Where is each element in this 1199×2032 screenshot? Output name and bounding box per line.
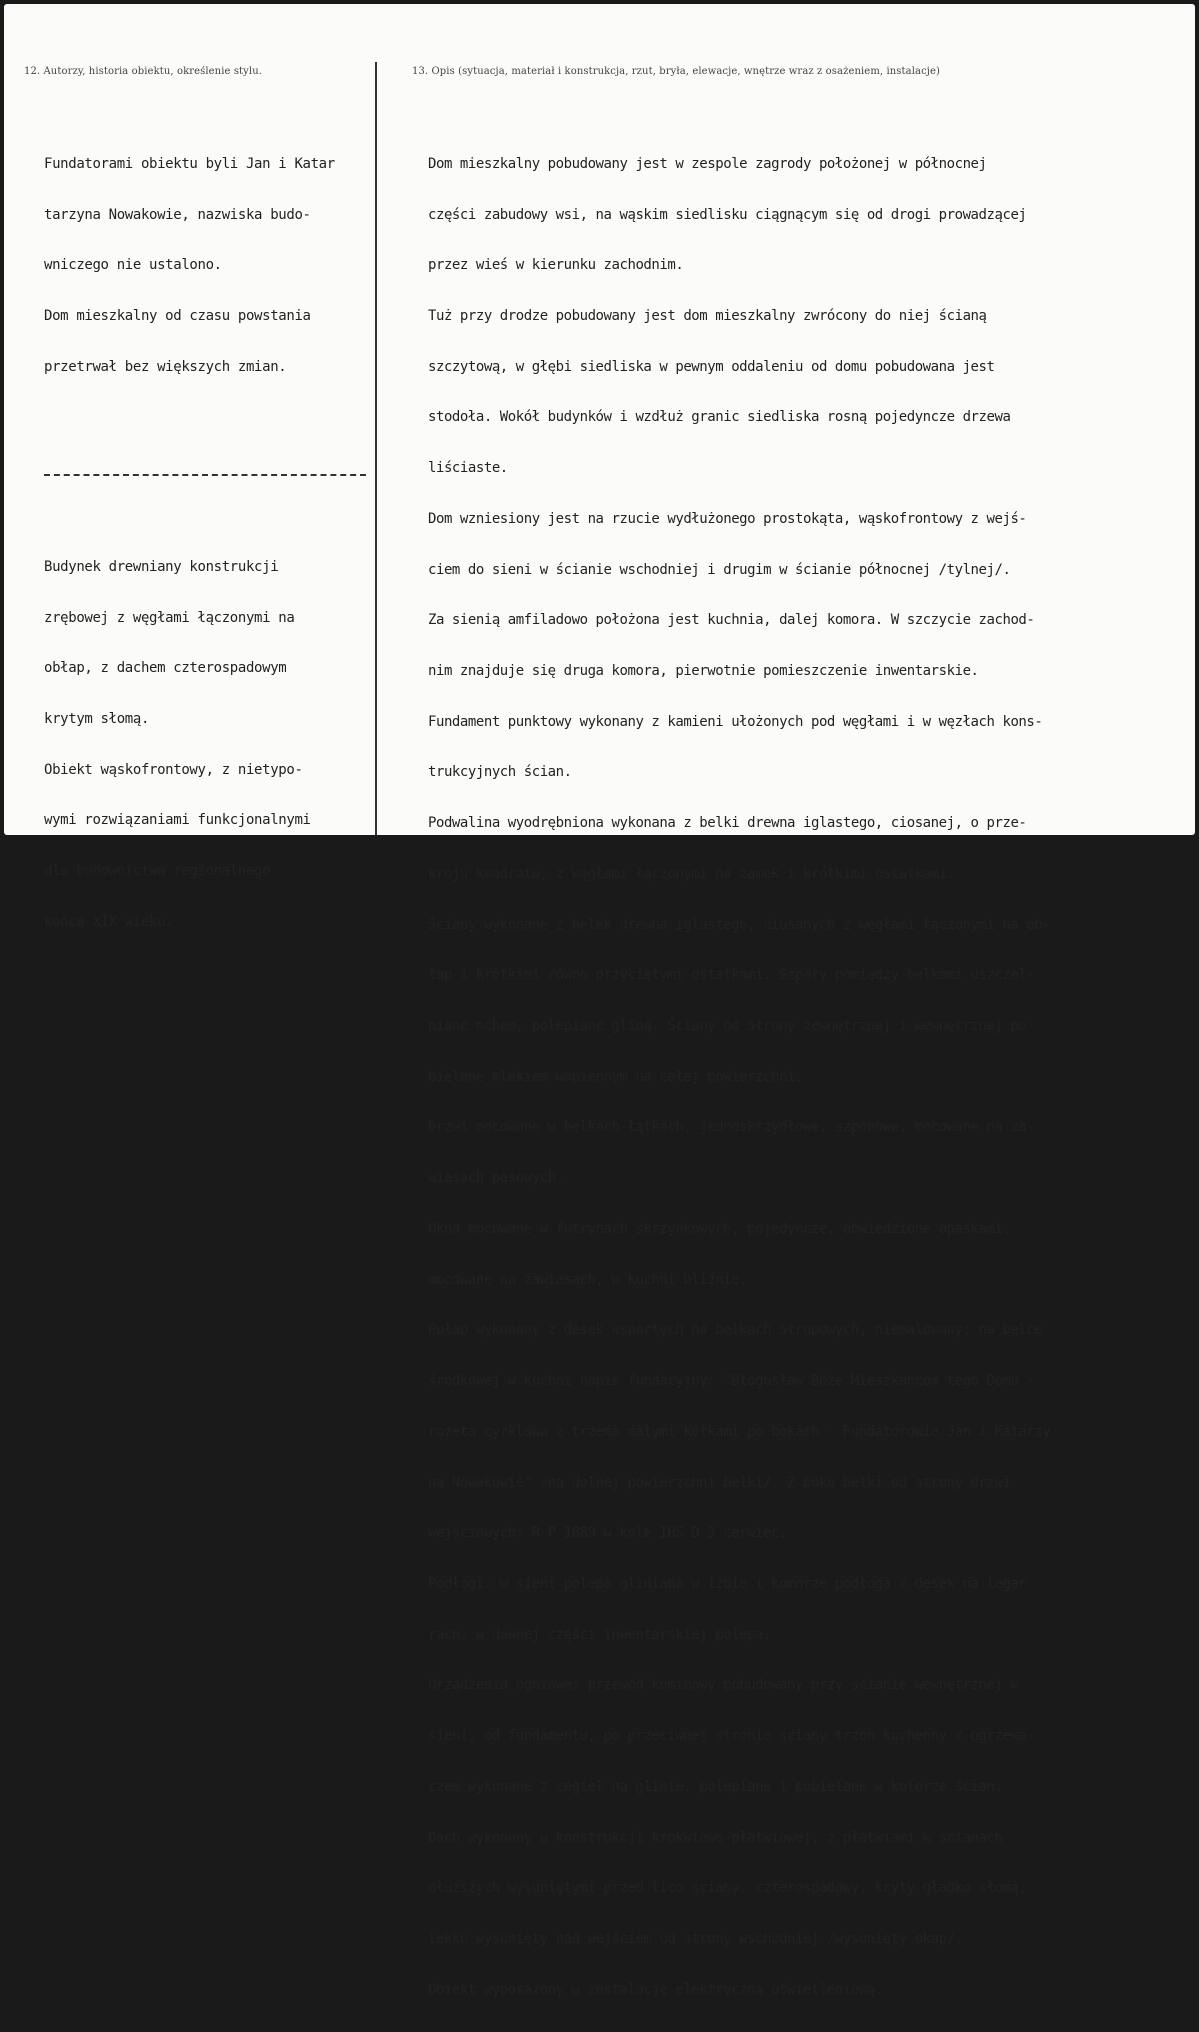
text-line: Dach wykonany w konstrukcji krokwiowo-płatwiowej, z płatwiami w ścianach: [428, 1829, 1003, 1846]
column-divider: [375, 62, 377, 835]
text-line: Obiekt wąskofrontowy, z nietypo-: [44, 761, 303, 778]
text-line: Ściany wykonane z belek drewna iglastego, ciosanych z węgłami łączonymi na ob-: [428, 916, 1051, 933]
text-line: dłuższych wysuniętymi przed lico ściany, czterospadowy, kryty gładko słomą,: [428, 1880, 1027, 1897]
text-line: przez wieś w kierunku zachodnim.: [428, 257, 684, 274]
text-line: przetrwał bez większych zmian.: [44, 358, 287, 375]
text-line: sieni, od fundamentu, po przeciwnej stronie ściany trzon kuchenny z ogrzewa-: [428, 1728, 1035, 1745]
text-line: wejściowych: R P 1889 w kole IHS D 3 cerwiec.: [428, 1525, 788, 1542]
text-line: Podłogi: w sieni polepa gliniana w izbie i komorze podłoga z desek na legar: [428, 1575, 1027, 1592]
text-line: Fundament punktowy wykonany z kamieni ułożonych pod węgłami i w węzłach kons-: [428, 713, 1043, 730]
text-line: Urządzenia ogniowe: przewód kominowy pobudowany przy ścianie wewnętrznej w: [428, 1677, 1019, 1694]
text-line: rach, w dawnej części inwentarskiej polepa.: [428, 1626, 772, 1643]
text-line: tarzyna Nowakowie, nazwiska budo-: [44, 206, 311, 223]
text-line: Okna mocowane w futrynach skrzynkowych, pojedyncze, obwiedzione opaskami,: [428, 1220, 1011, 1237]
text-line: zrębowej z węgłami łączonymi na: [44, 609, 295, 626]
text-line: dla budownictwa regionalnego: [44, 863, 271, 880]
text-line: Tuż przy drodze pobudowany jest dom mieszkalny zwrócony do niej ścianą: [428, 307, 987, 324]
style-definition-text: [44, 525, 311, 965]
text-line: Drzwi mocowane w belkach-łątkach, jednoskrzydłowe, szponowe, mocowane na za-: [428, 1119, 1035, 1136]
dashed-separator: [44, 474, 366, 476]
text-line: trukcyjnych ścian.: [428, 764, 572, 781]
text-line: niane mchem, polepiane gliną. Ściany od strony zewnętrznej i wewnętrznej po-: [428, 1018, 1035, 1035]
text-line: na Nowakowie" /na dolnej powierzchni belki/. Z boku belki od strony drzwi: [428, 1474, 1011, 1491]
text-line: Dom wzniesiony jest na rzucie wydłużonego prostokąta, wąskofrontowy z wejś-: [428, 510, 1027, 527]
section-12-heading: 12. Autorzy, historia obiektu, określenie stylu.: [24, 66, 263, 77]
text-line: rozeta cyrklowa z trzema małymi kółkami po bokach - Fundatorowie Jan i Katarzy: [428, 1423, 1051, 1440]
text-line: łap i krótkimi równo przyciętymi ostatkami. Szpary pomiędzy belkami uszczel-: [428, 967, 1035, 984]
text-line: wiasach pasowych.: [428, 1170, 564, 1187]
text-line: ciem do sieni w ścianie wschodniej i drugim w ścianie północnej /tylnej/.: [428, 561, 1011, 578]
text-line: Pułap wykonany z desek wspartych na belkach stropowych, niemalowany; na belce: [428, 1322, 1043, 1339]
text-line: kroju kwadratu, z węgłami łączonymi na zamek i krótkimi ostatkami.: [428, 865, 955, 882]
section-13-heading: 13. Opis (sytuacja, materiał i konstrukcja, rzut, bryła, elewacje, wnętrze wraz z osażeniem, instalacje): [412, 66, 941, 77]
text-line: liściaste.: [428, 460, 508, 477]
text-line: obłap, z dachem czterospadowym: [44, 660, 287, 677]
text-line: lekko wysunięty nad wejściem od strony wschodniej /wysunięty okap/.: [428, 1930, 963, 1947]
text-line: końca XIX wieku.: [44, 913, 174, 930]
text-line: wniczego nie ustalono.: [44, 257, 222, 274]
document-sheet: [4, 4, 1195, 1998]
text-line: Dom mieszkalny pobudowany jest w zespole zagrody położonej w północnej: [428, 155, 987, 172]
text-line: stodoła. Wokół budynków i wzdłuż granic siedliska rosną pojedyncze drzewa: [428, 409, 1011, 426]
text-line: szczytową, w głębi siedliska w pewnym oddaleniu od domu pobudowana jest: [428, 358, 995, 375]
text-line: części zabudowy wsi, na wąskim siedlisku ciągnącym się od drogi prowadzącej: [428, 206, 1027, 223]
text-line: czem wykonane z cegieł na glinie, polepiane i pobielane w kolorze ścian.: [428, 1778, 1003, 1795]
text-line: Fundatorami obiektu byli Jan i Katar: [44, 155, 335, 172]
text-line: Dom mieszkalny od czasu powstania: [44, 307, 311, 324]
description-text: [428, 122, 1050, 2032]
text-line: krytym słomą.: [44, 710, 150, 727]
text-line: nim znajduje się druga komora, pierwotnie pomieszczenie inwentarskie.: [428, 663, 979, 679]
text-line: Budynek drewniany konstrukcji: [44, 558, 279, 575]
text-line: Podwalina wyodrębniona wykonana z belki drewna iglastego, ciosanej, o prze-: [428, 815, 1027, 832]
text-line: Obiekt wyposażony w instalację elektryczną oświetleniową.: [428, 1981, 883, 1998]
text-line: Za sienią amfiladowo położona jest kuchnia, dalej komora. W szczycie zachod-: [428, 612, 1035, 629]
authors-history-text: [44, 122, 335, 409]
text-line: środkowej w kuchni napis fundacyjny: "Błogosław Boże Mieszkańcom tego Domu -: [428, 1373, 1035, 1390]
text-line: mocowane na zawiasach, w kuchni bliźnie.: [428, 1271, 748, 1288]
text-line: wymi rozwiązaniami funkcjonalnymi: [44, 812, 311, 829]
text-line: bielane mlekiem wapiennym na całej powierzchni.: [428, 1068, 803, 1085]
